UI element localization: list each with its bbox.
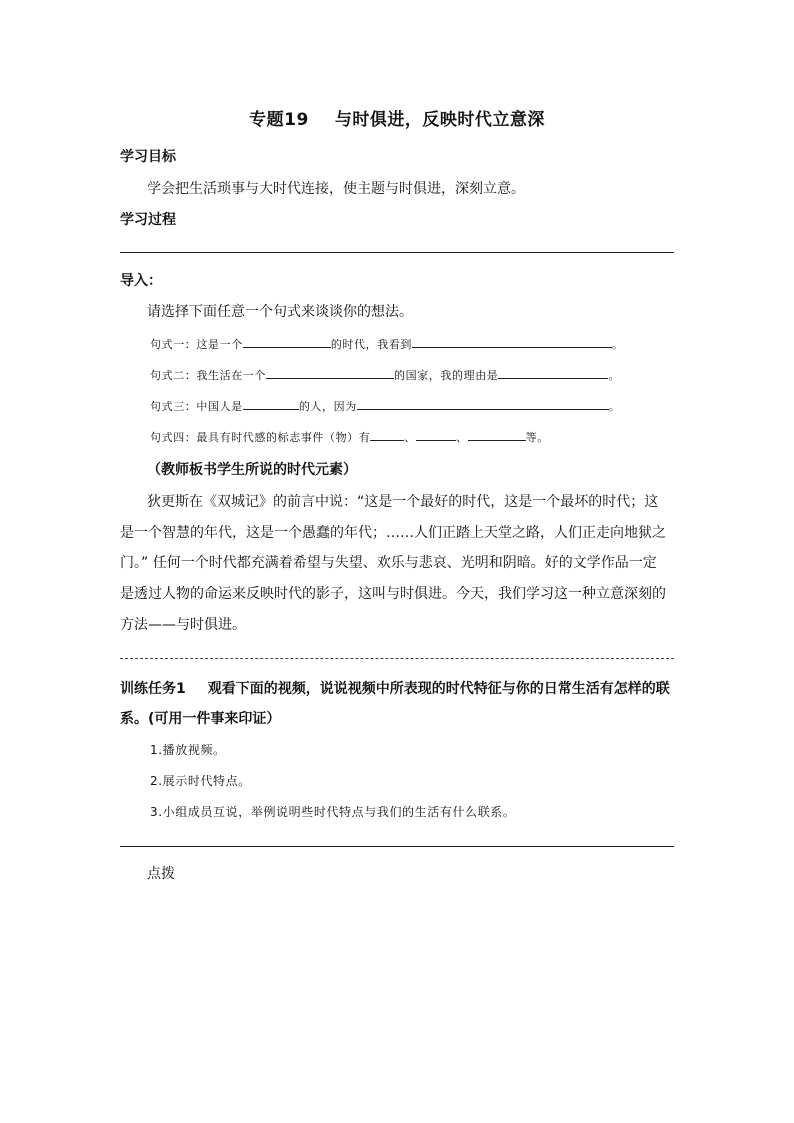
pattern-text: 句式三：中国人是 bbox=[150, 400, 243, 413]
fill-blank[interactable] bbox=[416, 428, 456, 441]
task1-step: 1.播放视频。 bbox=[150, 743, 226, 757]
task1-question: 观看下面的视频，说说视频中所表现的时代特征与你的日常生活有怎样的联 bbox=[207, 681, 670, 697]
pattern-sep: 、 bbox=[404, 431, 417, 444]
task1-step: 3.小组成员互说，举例说明些时代特点与我们的生活有什么联系。 bbox=[150, 805, 516, 819]
pattern-text: 的人，因为 bbox=[298, 400, 357, 413]
sentence-pattern-2 bbox=[150, 366, 620, 383]
fill-blank[interactable] bbox=[357, 397, 609, 410]
pattern-text: 的国家，我的理由是 bbox=[394, 369, 499, 382]
pattern-end: 等。 bbox=[525, 431, 549, 444]
process-heading: 学习过程 bbox=[120, 212, 176, 228]
topic-title: 与时俱进，反映时代立意深 bbox=[334, 110, 545, 130]
task1-question-cont: 系。(可用一件事来印证） bbox=[120, 711, 281, 727]
fill-blank[interactable] bbox=[370, 428, 404, 441]
task1-heading bbox=[120, 678, 670, 698]
sentence-pattern-3 bbox=[150, 397, 620, 414]
divider-line bbox=[120, 252, 674, 253]
objectives-heading: 学习目标 bbox=[120, 149, 176, 165]
pattern-sep: 、 bbox=[456, 431, 468, 444]
hint-label: 点拨 bbox=[147, 866, 175, 882]
pattern-end: 。 bbox=[608, 400, 621, 413]
sentence-pattern-4 bbox=[150, 428, 549, 445]
intro-heading: 导入： bbox=[120, 273, 162, 289]
paragraph-line: 门。” 任何一个时代都充满着希望与失望、欢乐与悲哀、光明和阴暗。好的文学作品一定 bbox=[120, 555, 657, 571]
fill-blank[interactable] bbox=[243, 335, 331, 348]
dotted-divider bbox=[120, 658, 674, 659]
fill-blank[interactable] bbox=[468, 428, 526, 441]
teacher-note: （教师板书学生所说的时代元素） bbox=[147, 462, 357, 478]
page-title bbox=[0, 105, 794, 130]
pattern-text: 句式四：最具有时代感的标志事件（物）有 bbox=[150, 431, 371, 444]
fill-blank[interactable] bbox=[243, 397, 299, 410]
divider-line bbox=[120, 846, 674, 847]
fill-blank[interactable] bbox=[266, 366, 394, 379]
pattern-end: 。 bbox=[608, 369, 621, 382]
pattern-text: 的时代，我看到 bbox=[330, 338, 413, 351]
sentence-pattern-1 bbox=[150, 335, 624, 352]
topic-number: 专题19 bbox=[249, 110, 309, 130]
intro-instruction: 请选择下面任意一个句式来谈谈你的想法。 bbox=[147, 304, 413, 320]
fill-blank[interactable] bbox=[412, 335, 612, 348]
pattern-text: 句式一：这是一个 bbox=[150, 338, 243, 351]
fill-blank[interactable] bbox=[498, 366, 608, 379]
paragraph-line: 方法——与时俱进。 bbox=[120, 617, 246, 633]
paragraph-line: 是一个智慧的年代，这是一个愚蠢的年代；……人们正踏上天堂之路，人们正走向地狱之 bbox=[120, 525, 666, 541]
task1-label: 训练任务1 bbox=[120, 681, 186, 697]
task1-step: 2.展示时代特点。 bbox=[150, 774, 251, 788]
paragraph-line: 狄更斯在《双城记》的前言中说：“这是一个最好的时代，这是一个最坏的时代；这 bbox=[147, 494, 659, 510]
objectives-text: 学会把生活琐事与大时代连接，使主题与时俱进，深刻立意。 bbox=[147, 181, 525, 197]
paragraph-line: 是透过人物的命运来反映时代的影子，这叫与时俱进。今天，我们学习这一种立意深刻的 bbox=[120, 586, 666, 602]
pattern-text: 句式二：我生活在一个 bbox=[150, 369, 266, 382]
pattern-end: 。 bbox=[612, 338, 624, 351]
